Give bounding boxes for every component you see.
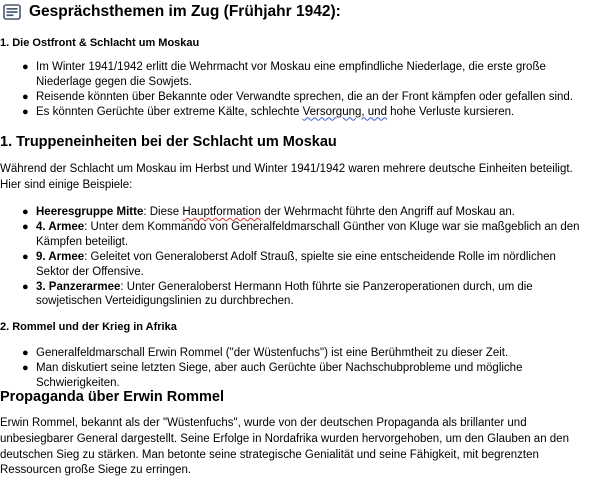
bullet-icon: ●: [22, 280, 29, 293]
list-ostfront: [0, 60, 597, 120]
list-item: ● Im Winter 1941/1942 erlitt die Wehrmacht vor Moskau eine empfindliche Niederlage, die erste große Niederlage gegen die Sowjets.: [22, 61, 546, 88]
section-heading-propaganda: Propaganda über Erwin Rommel: [0, 389, 224, 405]
grammar-suggestion[interactable]: Versorgung, und: [302, 105, 387, 118]
bullet-icon: ●: [22, 347, 29, 359]
list-item: ● Generalfeldmarschall Erwin Rommel ("der Wüstenfuchs") ist eine Berühmtheit zu dieser Zeit.: [22, 347, 509, 359]
section-heading-rommel: 2. Rommel und der Krieg in Afrika: [0, 321, 177, 333]
bullet-icon: ●: [22, 206, 29, 218]
spellcheck-word[interactable]: Hauptformation: [182, 206, 261, 218]
bullet-icon: ●: [22, 220, 29, 233]
bullet-icon: ●: [22, 361, 29, 374]
list-truppeneinheiten: [0, 205, 597, 309]
list-rommel: [0, 346, 597, 391]
list-item: ● 3. Panzerarmee: Unter Generaloberst Hermann Hoth führte sie Panzeroperationen durch, um die sowjetischen Verteidigungslinien zu durchbrechen.: [22, 280, 533, 308]
bullet-icon: ●: [22, 250, 29, 263]
bullet-icon: ●: [22, 90, 29, 103]
document-title: Gesprächsthemen im Zug (Frühjahr 1942):: [29, 3, 341, 20]
bullet-icon: ●: [22, 61, 29, 73]
paragraph-propaganda: Erwin Rommel, bekannt als der "Wüstenfuchs", wurde von der deutschen Propaganda als brillanter und unbesiegbarer General dargestellt. Seine Erfolge in Nordafrika wurden hervorgehoben, um den Glauben an den deutschen Sieg zu stärken. Man betonte seine strategische Genialität und seine Fähigkeit, mit begrenzten Ressourcen große Siege zu erringen.: [0, 417, 569, 477]
document-title-row: [0, 1, 341, 23]
list-item: ● Heeresgruppe Mitte: Diese Hauptformation der Wehrmacht führte den Angriff auf Moskau an.: [22, 206, 515, 218]
section-heading-ostfront: 1. Die Ostfront & Schlacht um Moskau: [0, 37, 200, 49]
section-heading-truppeneinheiten: 1. Truppeneinheiten bei der Schlacht um Moskau: [0, 134, 337, 150]
list-item: ● Es könnten Gerüchte über extreme Kälte, schlechte Versorgung, und hohe Verluste kursieren.: [22, 105, 515, 118]
list-item: ● 9. Armee: Geleitet von Generaloberst Adolf Strauß, spielte sie eine entscheidende Rolle im nördlichen Sektor der Offensive.: [22, 250, 556, 278]
bullet-icon: ●: [22, 105, 29, 118]
list-item: ● 4. Armee: Unter dem Kommando von Generalfeldmarschall Günther von Kluge war sie maßgeblich an den Kämpfen beteiligt.: [22, 220, 580, 248]
document-list-icon[interactable]: [1, 1, 23, 23]
list-item: ● Man diskutiert seine letzten Siege, aber auch Gerüchte über Nachschubprobleme und mögliche Schwierigkeiten.: [22, 361, 523, 389]
paragraph-intro: Während der Schlacht um Moskau im Herbst und Winter 1941/1942 waren mehrere deutsche Einheiten beteiligt. Hier sind einige Beispiele:: [0, 163, 573, 191]
list-item: ● Reisende könnten über Bekannte oder Verwandte sprechen, die an der Front kämpfen oder gefallen sind.: [22, 90, 574, 103]
